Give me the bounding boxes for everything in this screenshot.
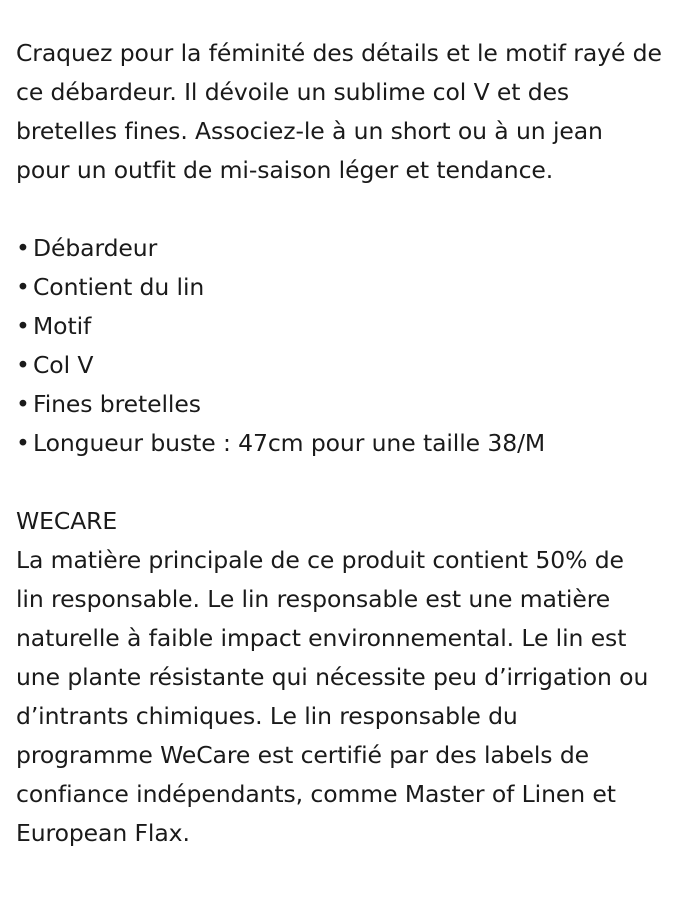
feature-text: Longueur buste : 47cm pour une taille 38/M <box>33 429 546 457</box>
feature-text: Débardeur <box>33 234 158 262</box>
bullet-icon: • <box>16 351 30 379</box>
spacer <box>16 463 688 502</box>
bullet-icon: • <box>16 234 30 262</box>
bullet-icon: • <box>16 273 30 301</box>
feature-list <box>16 229 688 463</box>
intro-paragraph: Craquez pour la féminité des détails et le motif rayé de ce débardeur. Il dévoile un sublime col V et des bretelles fines. Associez-le à un short ou à un jean pour un outfit de mi-saison léger et tendance. <box>16 39 662 184</box>
feature-item <box>16 346 688 385</box>
feature-item <box>16 385 688 424</box>
wecare-paragraph: La matière principale de ce produit contient 50% de lin responsable. Le lin responsable est une matière naturelle à faible impact environnemental. Le lin est une plante résistante qui nécessite peu d’irrigation ou d’intrants chimiques. Le lin responsable du programme WeCare est certifié par des labels de confiance indépendants, comme Master of Linen et European Flax. <box>16 546 649 847</box>
bullet-icon: • <box>16 429 30 457</box>
bullet-icon: • <box>16 312 30 340</box>
bullet-icon: • <box>16 390 30 418</box>
feature-text: Contient du lin <box>33 273 205 301</box>
feature-item <box>16 229 688 268</box>
feature-text: Motif <box>33 312 92 340</box>
feature-text: Col V <box>33 351 94 379</box>
feature-item <box>16 424 688 463</box>
feature-item <box>16 268 688 307</box>
wecare-title: WECARE <box>16 507 118 535</box>
feature-text: Fines bretelles <box>33 390 201 418</box>
product-description <box>16 34 688 853</box>
spacer <box>16 190 688 229</box>
feature-item <box>16 307 688 346</box>
